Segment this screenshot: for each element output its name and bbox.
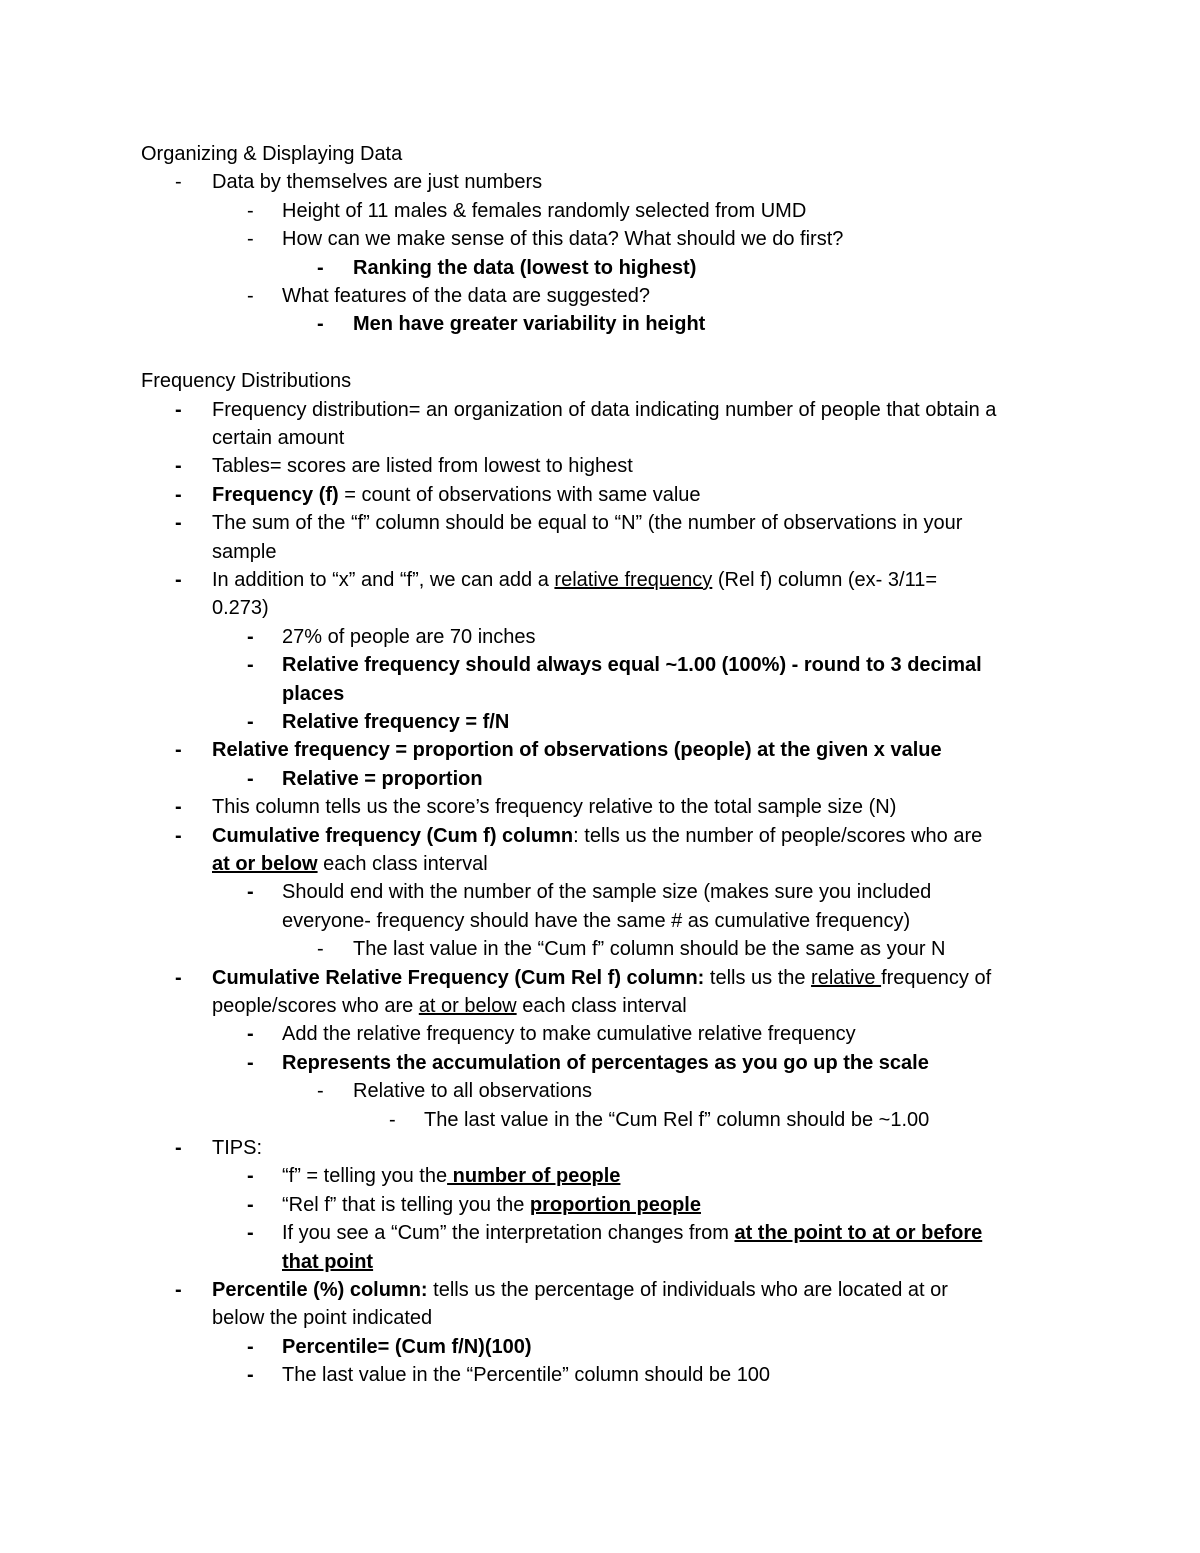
text-run: The last value in the “Percentile” column should be 100 bbox=[282, 1364, 771, 1387]
list-item bbox=[212, 168, 542, 196]
text-run: each class interval bbox=[516, 995, 687, 1017]
list-item-continuation bbox=[212, 992, 687, 1020]
text-run: “f” = telling you the bbox=[282, 1165, 448, 1188]
bullet-marker: - bbox=[247, 654, 254, 677]
list-item bbox=[282, 1333, 532, 1361]
bullet-marker: - bbox=[389, 1108, 396, 1131]
bullet-marker: - bbox=[175, 455, 182, 478]
text-run: Data by themselves are just numbers bbox=[212, 171, 543, 194]
bullet-marker: - bbox=[247, 1023, 254, 1046]
bullet-marker: - bbox=[247, 199, 254, 222]
text-run: Add the relative frequency to make cumulative relative frequency bbox=[282, 1023, 856, 1046]
text-run: Tables= scores are listed from lowest to highest bbox=[212, 455, 633, 478]
text-run: Cumulative frequency (Cum f) column bbox=[212, 824, 574, 847]
list-item bbox=[424, 1106, 929, 1134]
bullet-marker: - bbox=[247, 285, 254, 307]
text-run: The last value in the “Cum Rel f” column should be ~1.00 bbox=[424, 1108, 930, 1131]
text-run: sample bbox=[212, 540, 277, 563]
bullet-marker: - bbox=[247, 1193, 254, 1216]
bullet-marker: - bbox=[175, 1137, 182, 1159]
bullet-marker: - bbox=[175, 483, 182, 506]
list-item bbox=[282, 765, 483, 793]
text-run: at the point to at or before bbox=[734, 1222, 983, 1245]
text-run: Cumulative Relative Frequency (Cum Rel f) column: bbox=[212, 966, 705, 989]
text-run: at or below bbox=[418, 995, 517, 1017]
list-item-continuation bbox=[212, 594, 269, 622]
text-run: Frequency (f) bbox=[212, 483, 339, 506]
bullet-marker: - bbox=[317, 938, 324, 961]
list-item bbox=[282, 197, 806, 225]
text-run: : tells us the number of people/scores who are bbox=[573, 824, 983, 847]
list-item bbox=[212, 1276, 948, 1304]
bullet-marker: - bbox=[247, 1222, 254, 1245]
bullet-marker: - bbox=[247, 1335, 254, 1358]
list-item bbox=[282, 651, 982, 679]
list-item bbox=[282, 1219, 982, 1247]
text-run: Relative to all observations bbox=[353, 1080, 593, 1103]
text-run: In addition to “x” and “f”, we can add a bbox=[212, 569, 555, 591]
list-item bbox=[212, 793, 896, 821]
list-item bbox=[212, 452, 633, 480]
bullet-marker: - bbox=[175, 512, 182, 535]
bullet-marker: - bbox=[317, 1080, 324, 1103]
bullet-marker: - bbox=[175, 171, 182, 194]
text-run: Ranking the data (lowest to highest) bbox=[353, 256, 697, 279]
list-item bbox=[212, 736, 942, 764]
text-run: Frequency distribution= an organization of data indicating number of people that obtain a bbox=[212, 398, 997, 421]
list-item bbox=[212, 396, 996, 424]
text-run: TIPS: bbox=[212, 1137, 263, 1159]
list-item-continuation bbox=[212, 1304, 432, 1332]
list-item bbox=[282, 1162, 620, 1190]
list-item bbox=[212, 964, 991, 992]
list-item bbox=[212, 481, 701, 509]
text-run: tells us the percentage of individuals who are located at or bbox=[427, 1279, 948, 1301]
text-run: “Rel f” that is telling you the bbox=[282, 1193, 530, 1216]
text-run: How can we make sense of this data? What should we do first? bbox=[282, 228, 844, 251]
text-run: If you see a “Cum” the interpretation changes from bbox=[282, 1222, 735, 1245]
text-run: The last value in the “Cum f” column should be the same as your N bbox=[353, 938, 946, 961]
list-item bbox=[353, 254, 696, 282]
list-item bbox=[212, 566, 937, 594]
bullet-marker: - bbox=[175, 824, 182, 847]
bullet-marker: - bbox=[247, 881, 254, 904]
text-run: Percentile= (Cum f/N)(100) bbox=[282, 1335, 532, 1358]
list-item bbox=[282, 878, 931, 906]
bullet-marker: - bbox=[317, 313, 324, 336]
text-run: The sum of the “f” column should be equal to “N” (the number of observations in your bbox=[212, 512, 963, 535]
list-item bbox=[282, 1191, 701, 1219]
list-item bbox=[282, 225, 843, 253]
bullet-marker: - bbox=[175, 569, 182, 591]
bullet-marker: - bbox=[247, 228, 254, 251]
text-run: number of people bbox=[447, 1165, 621, 1188]
text-run: Relative frequency should always equal ~1.00 (100%) - round to 3 decimal bbox=[282, 654, 982, 677]
text-run: Relative frequency = f/N bbox=[282, 711, 510, 733]
bullet-marker: - bbox=[175, 1279, 182, 1301]
list-item bbox=[353, 935, 946, 963]
list-item-continuation bbox=[212, 424, 344, 452]
text-run: Represents the accumulation of percentages as you go up the scale bbox=[282, 1051, 929, 1074]
section-heading: Frequency Distributions bbox=[141, 370, 352, 393]
text-run: relative frequency bbox=[554, 569, 713, 591]
text-run: 0.273) bbox=[212, 597, 269, 620]
list-item bbox=[282, 1361, 770, 1389]
bullet-marker: - bbox=[317, 256, 324, 279]
text-run: relative bbox=[811, 966, 882, 989]
text-run: people/scores who are bbox=[212, 995, 419, 1017]
bullet-marker: - bbox=[247, 1364, 254, 1387]
text-run: Men have greater variability in height bbox=[353, 313, 706, 336]
bullet-marker: - bbox=[247, 1051, 254, 1074]
list-item-continuation bbox=[282, 680, 344, 708]
section-heading: Organizing & Displaying Data bbox=[141, 143, 403, 165]
text-run: (Rel f) column (ex- 3/11= bbox=[712, 569, 938, 591]
text-run: places bbox=[282, 682, 345, 705]
text-run: Percentile (%) column: bbox=[212, 1279, 428, 1301]
text-run: = count of observations with same value bbox=[338, 483, 701, 506]
text-run: Height of 11 males & females randomly selected from UMD bbox=[282, 199, 807, 222]
list-item bbox=[282, 708, 509, 736]
text-run: 27% of people are 70 inches bbox=[282, 625, 536, 648]
list-item bbox=[353, 310, 705, 338]
bullet-marker: - bbox=[247, 711, 254, 733]
list-item bbox=[212, 1134, 262, 1162]
text-run: everyone- frequency should have the same # as cumulative frequency) bbox=[282, 909, 911, 932]
bullet-marker: - bbox=[175, 398, 182, 421]
list-item-continuation bbox=[212, 538, 276, 566]
bullet-marker: - bbox=[247, 625, 254, 648]
bullet-marker: - bbox=[175, 796, 182, 819]
text-run: This column tells us the score’s frequency relative to the total sample size (N) bbox=[212, 796, 897, 819]
list-item bbox=[353, 1077, 592, 1105]
text-run: frequency of bbox=[881, 966, 992, 989]
list-item-continuation bbox=[212, 850, 488, 878]
text-run: Should end with the number of the sample size (makes sure you included bbox=[282, 881, 932, 904]
list-item bbox=[212, 822, 982, 850]
text-run: proportion people bbox=[529, 1193, 701, 1216]
list-item bbox=[282, 623, 536, 651]
text-run: What features of the data are suggested? bbox=[282, 285, 651, 307]
list-item bbox=[212, 509, 962, 537]
list-item bbox=[282, 1049, 929, 1077]
text-run: that point bbox=[282, 1250, 374, 1273]
text-run: each class interval bbox=[317, 853, 488, 875]
text-run: certain amount bbox=[212, 427, 345, 449]
bullet-marker: - bbox=[247, 767, 254, 790]
text-run: Relative frequency = proportion of observations (people) at the given x value bbox=[212, 739, 942, 762]
text-run: tells us the bbox=[704, 966, 812, 989]
list-item bbox=[282, 282, 650, 310]
text-run: below the point indicated bbox=[212, 1307, 433, 1330]
list-item-continuation bbox=[282, 907, 910, 935]
list-item-continuation bbox=[282, 1248, 373, 1276]
text-run: at or below bbox=[212, 853, 318, 875]
bullet-marker: - bbox=[175, 739, 182, 762]
bullet-marker: - bbox=[247, 1165, 254, 1188]
bullet-marker: - bbox=[175, 966, 182, 989]
text-run: Relative = proportion bbox=[282, 767, 483, 790]
list-item bbox=[282, 1020, 856, 1048]
